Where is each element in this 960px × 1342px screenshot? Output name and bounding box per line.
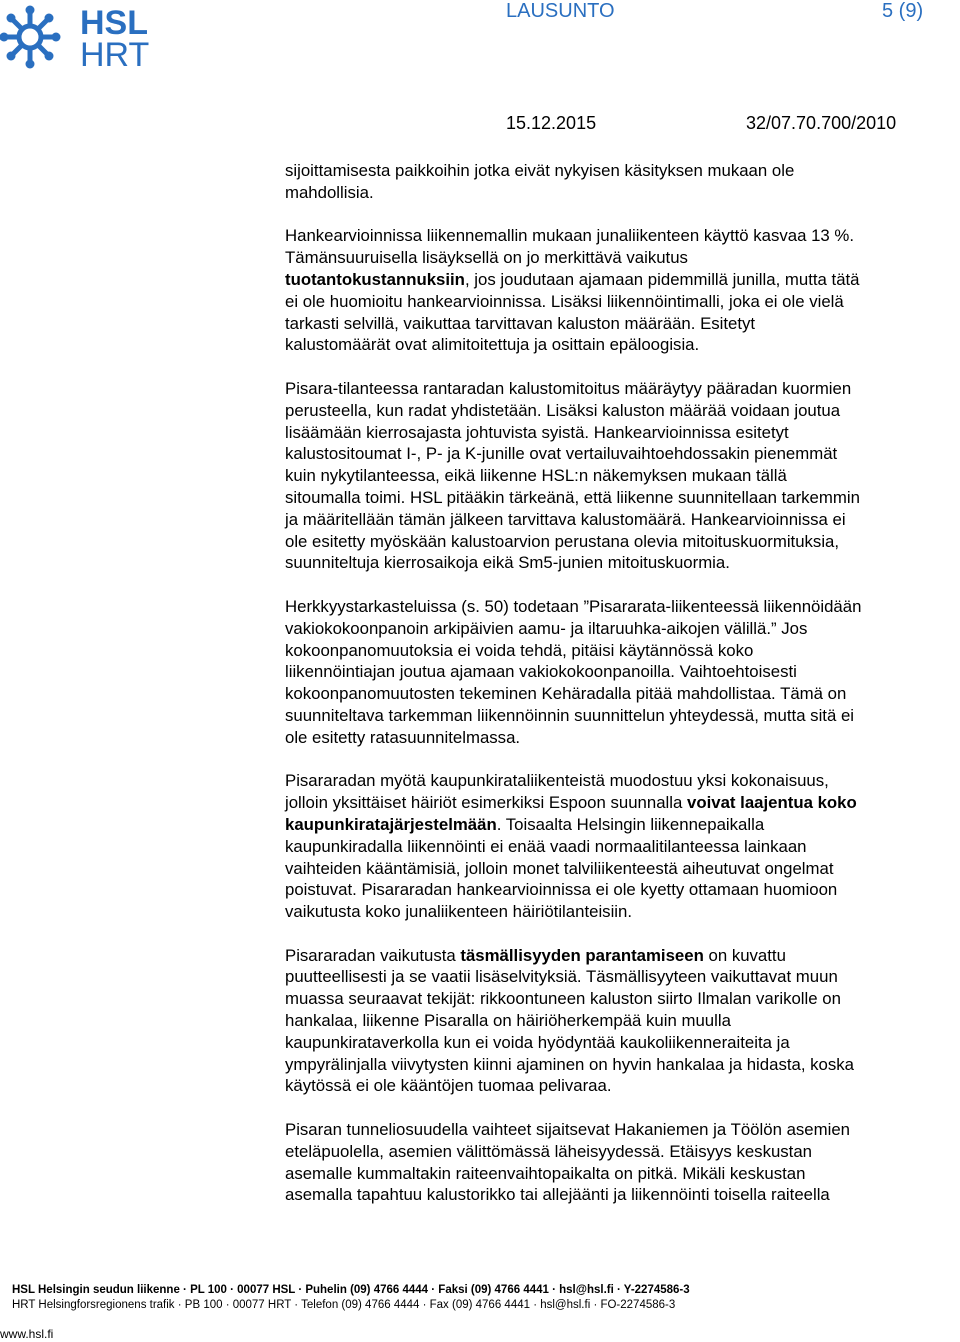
text-line: poistuvat. Pisararadan hankearvioinnissa ei ole kyetty ottamaan huomioon	[285, 880, 838, 900]
paragraph	[285, 770, 960, 923]
text-line: Pisaran tunneliosuudella vaihteet sijaitsevat Hakaniemen ja Töölön asemien	[285, 1120, 850, 1140]
footer-line-sv: HRT Helsingforsregionens trafik · PB 100 · 00077 HRT · Telefon (09) 4766 4444 · Fax (09) 4766 4441 · hsl@hsl.fi · FO-2274586-3	[12, 1299, 676, 1311]
paragraph	[285, 596, 960, 749]
text-line: kalustomäärät ovat alimitoitettuja ja osittain epäloogisia.	[285, 335, 700, 355]
text-line: Pisararadan myötä kaupunkirataliikenteistä muodostuu yksi kokonaisuus,	[285, 771, 829, 791]
text-line: kaupunkirataverkolla kun ei voida hyödyntää kaukoliikenneraiteita ja	[285, 1032, 790, 1052]
text-line: kuin nykytilanteessa, eikä liikenne HSL:n näkemyksen mukaan tällä	[285, 466, 787, 486]
footer-website-link[interactable]: www.hsl.fi	[0, 1327, 54, 1341]
text-line: asemalla tapahtuu kalustorikko tai allejäänti ja liikennöinti toisella raiteella	[285, 1185, 830, 1205]
text-line: puutteellisesti ja se vaatii lisäselvityksiä. Täsmällisyyteen vaikuttavat muun	[285, 967, 838, 987]
svg-text:HRT: HRT	[80, 36, 150, 74]
bold-text: tuotantokustannuksiin	[285, 269, 465, 289]
paragraph	[285, 378, 960, 574]
text-line: tarkasti selvillä, vaikuttaa tarvittavan kaluston määrään. Esitetyt	[285, 313, 756, 333]
text-run: jolloin yksittäiset häiriöt esimerkiksi Espoon suunnalla	[285, 793, 688, 813]
text-line: vaikutusta koko junaliikenteen häiriötilanteisiin.	[285, 902, 633, 922]
text-line	[285, 269, 960, 291]
text-line: kokoonpanomuutoksia ei voida tehdä, pitäisi käytännössä koko	[285, 640, 754, 660]
page-number: 5 (9)	[882, 0, 924, 22]
reference-number: 32/07.70.700/2010	[746, 113, 897, 133]
text-line: suunniteltava tarkemman liikennöinnin suunnittelun yhteydessä, mutta sitä ei	[285, 705, 855, 725]
text-line: Pisara-tilanteessa rantaradan kalustomitoitus määräytyy pääradan kuormien	[285, 378, 852, 398]
text-line	[285, 945, 960, 967]
text-line: kokoonpanomuutosten tekeminen Kehäradalla pitää mahdollistaa. Tämä on	[285, 684, 847, 704]
text-line: muassa seuraavat tekijät: rikkoontuneen kaluston siirto Ilmalan varikolle on	[285, 989, 841, 1009]
text-run: on kuvattu	[703, 945, 786, 965]
text-line: ole esitetty ratasuunnitelmassa.	[285, 727, 521, 747]
text-line: ja määritellään tämän jälkeen tarvittava kalustomäärä. Hankearvioinnissa ei	[285, 509, 846, 529]
text-line: vakiokokoonpanoin arkipäivien aamu- ja iltaruuhka-aikojen välillä.” Jos	[285, 618, 808, 638]
text-line: kaupunkiradalla liikennöinti ei enää vaadi normaalitilanteessa lainkaan	[285, 836, 807, 856]
text-line: vaihteiden kääntämisiä, jolloin monet talviliikenteestä aiheutuvat ongelmat	[285, 858, 834, 878]
text-line: käytössä ei ole kääntöjen tuomaa pelivaraa.	[285, 1076, 612, 1096]
text-line: Herkkyystarkasteluissa (s. 50) todetaan ”Pisararata-liikenteessä liikennöidään	[285, 596, 862, 616]
text-line: eteläpuolella, asemien välittömässä läheisyydessä. Etäisyys keskustan	[285, 1141, 813, 1161]
paragraph	[285, 160, 960, 204]
text-line	[285, 792, 960, 814]
text-line: perusteella, kun radat yhdistetään. Lisäksi kaluston määrää voidaan joutua	[285, 400, 841, 420]
svg-text:HSL: HSL	[80, 4, 148, 42]
document-date: 15.12.2015	[506, 113, 597, 133]
hsl-logo	[0, 0, 200, 80]
hsl-logo-icon	[0, 0, 200, 80]
text-run: Pisararadan vaikutusta	[285, 945, 461, 965]
text-line: ympyrälinjalla viivytysten kiinni ajaminen on hyvin hankalaa ja hidasta, koska	[285, 1054, 854, 1074]
text-line: asemalle kummaltakin raiteenvaihtopaikalta on pitkä. Mikäli keskustan	[285, 1163, 806, 1183]
bold-text: kaupunkiratajärjestelmään	[285, 814, 497, 834]
paragraph	[285, 225, 960, 356]
text-line: mahdollisia.	[285, 182, 374, 202]
text-run: . Toisaalta Helsingin liikennepaikalla	[496, 814, 765, 834]
text-line: Tämänsuuruisella lisäyksellä on jo merkittävä vaikutus	[285, 248, 688, 268]
bold-text: täsmällisyyden parantamiseen	[460, 945, 704, 965]
text-line: sitoumalla toimi. HSL pitääkin tärkeänä, että liikenne suunnitellaan tarkemmin	[285, 487, 860, 507]
text-line: kalustositoumat I-, P- ja K-junille ovat vertailuvaihtoehdossakin pienemmät	[285, 444, 838, 464]
text-run: , jos joudutaan ajamaan pidemmillä junilla, mutta tätä	[464, 269, 860, 289]
document-type: LAUSUNTO	[506, 0, 615, 22]
paragraph	[285, 945, 960, 1098]
document-body	[285, 160, 960, 1228]
text-line: liikennöintiajan joutua ajamaan vakiokokoonpanoilla. Vaihtoehtoisesti	[285, 662, 797, 682]
paragraph	[285, 1119, 960, 1206]
text-line: lisäämään kierrosajasta johtuvista syistä. Hankearvioinnissa esitetyt	[285, 422, 789, 442]
text-line: Hankearvioinnissa liikennemallin mukaan junaliikenteen käyttö kasvaa 13 %.	[285, 226, 855, 246]
bold-text: voivat laajentua koko	[687, 793, 857, 813]
text-line: suunniteltuja kierrosaikoja eikä Sm5-junien mitoituskuormia.	[285, 553, 730, 573]
text-line: ei ole huomioitu hankearvioinnissa. Lisäksi liikennöintimalli, joka ei ole vielä	[285, 291, 844, 311]
footer-line-fi: HSL Helsingin seudun liikenne · PL 100 · 00077 HSL · Puhelin (09) 4766 4444 · Faksi (09) 4766 4441 · hsl@hsl.fi · Y-2274586-3	[12, 1284, 690, 1296]
text-line	[285, 814, 960, 836]
text-line: ole esitetty myöskään kalustoarvion perustana olevia mitoituskuormituksia,	[285, 531, 840, 551]
text-line: hankalaa, liikenne Pisaralla on häiriöherkempää kuin muulla	[285, 1011, 731, 1031]
text-line: sijoittamisesta paikkoihin jotka eivät nykyisen käsityksen mukaan ole	[285, 161, 795, 180]
